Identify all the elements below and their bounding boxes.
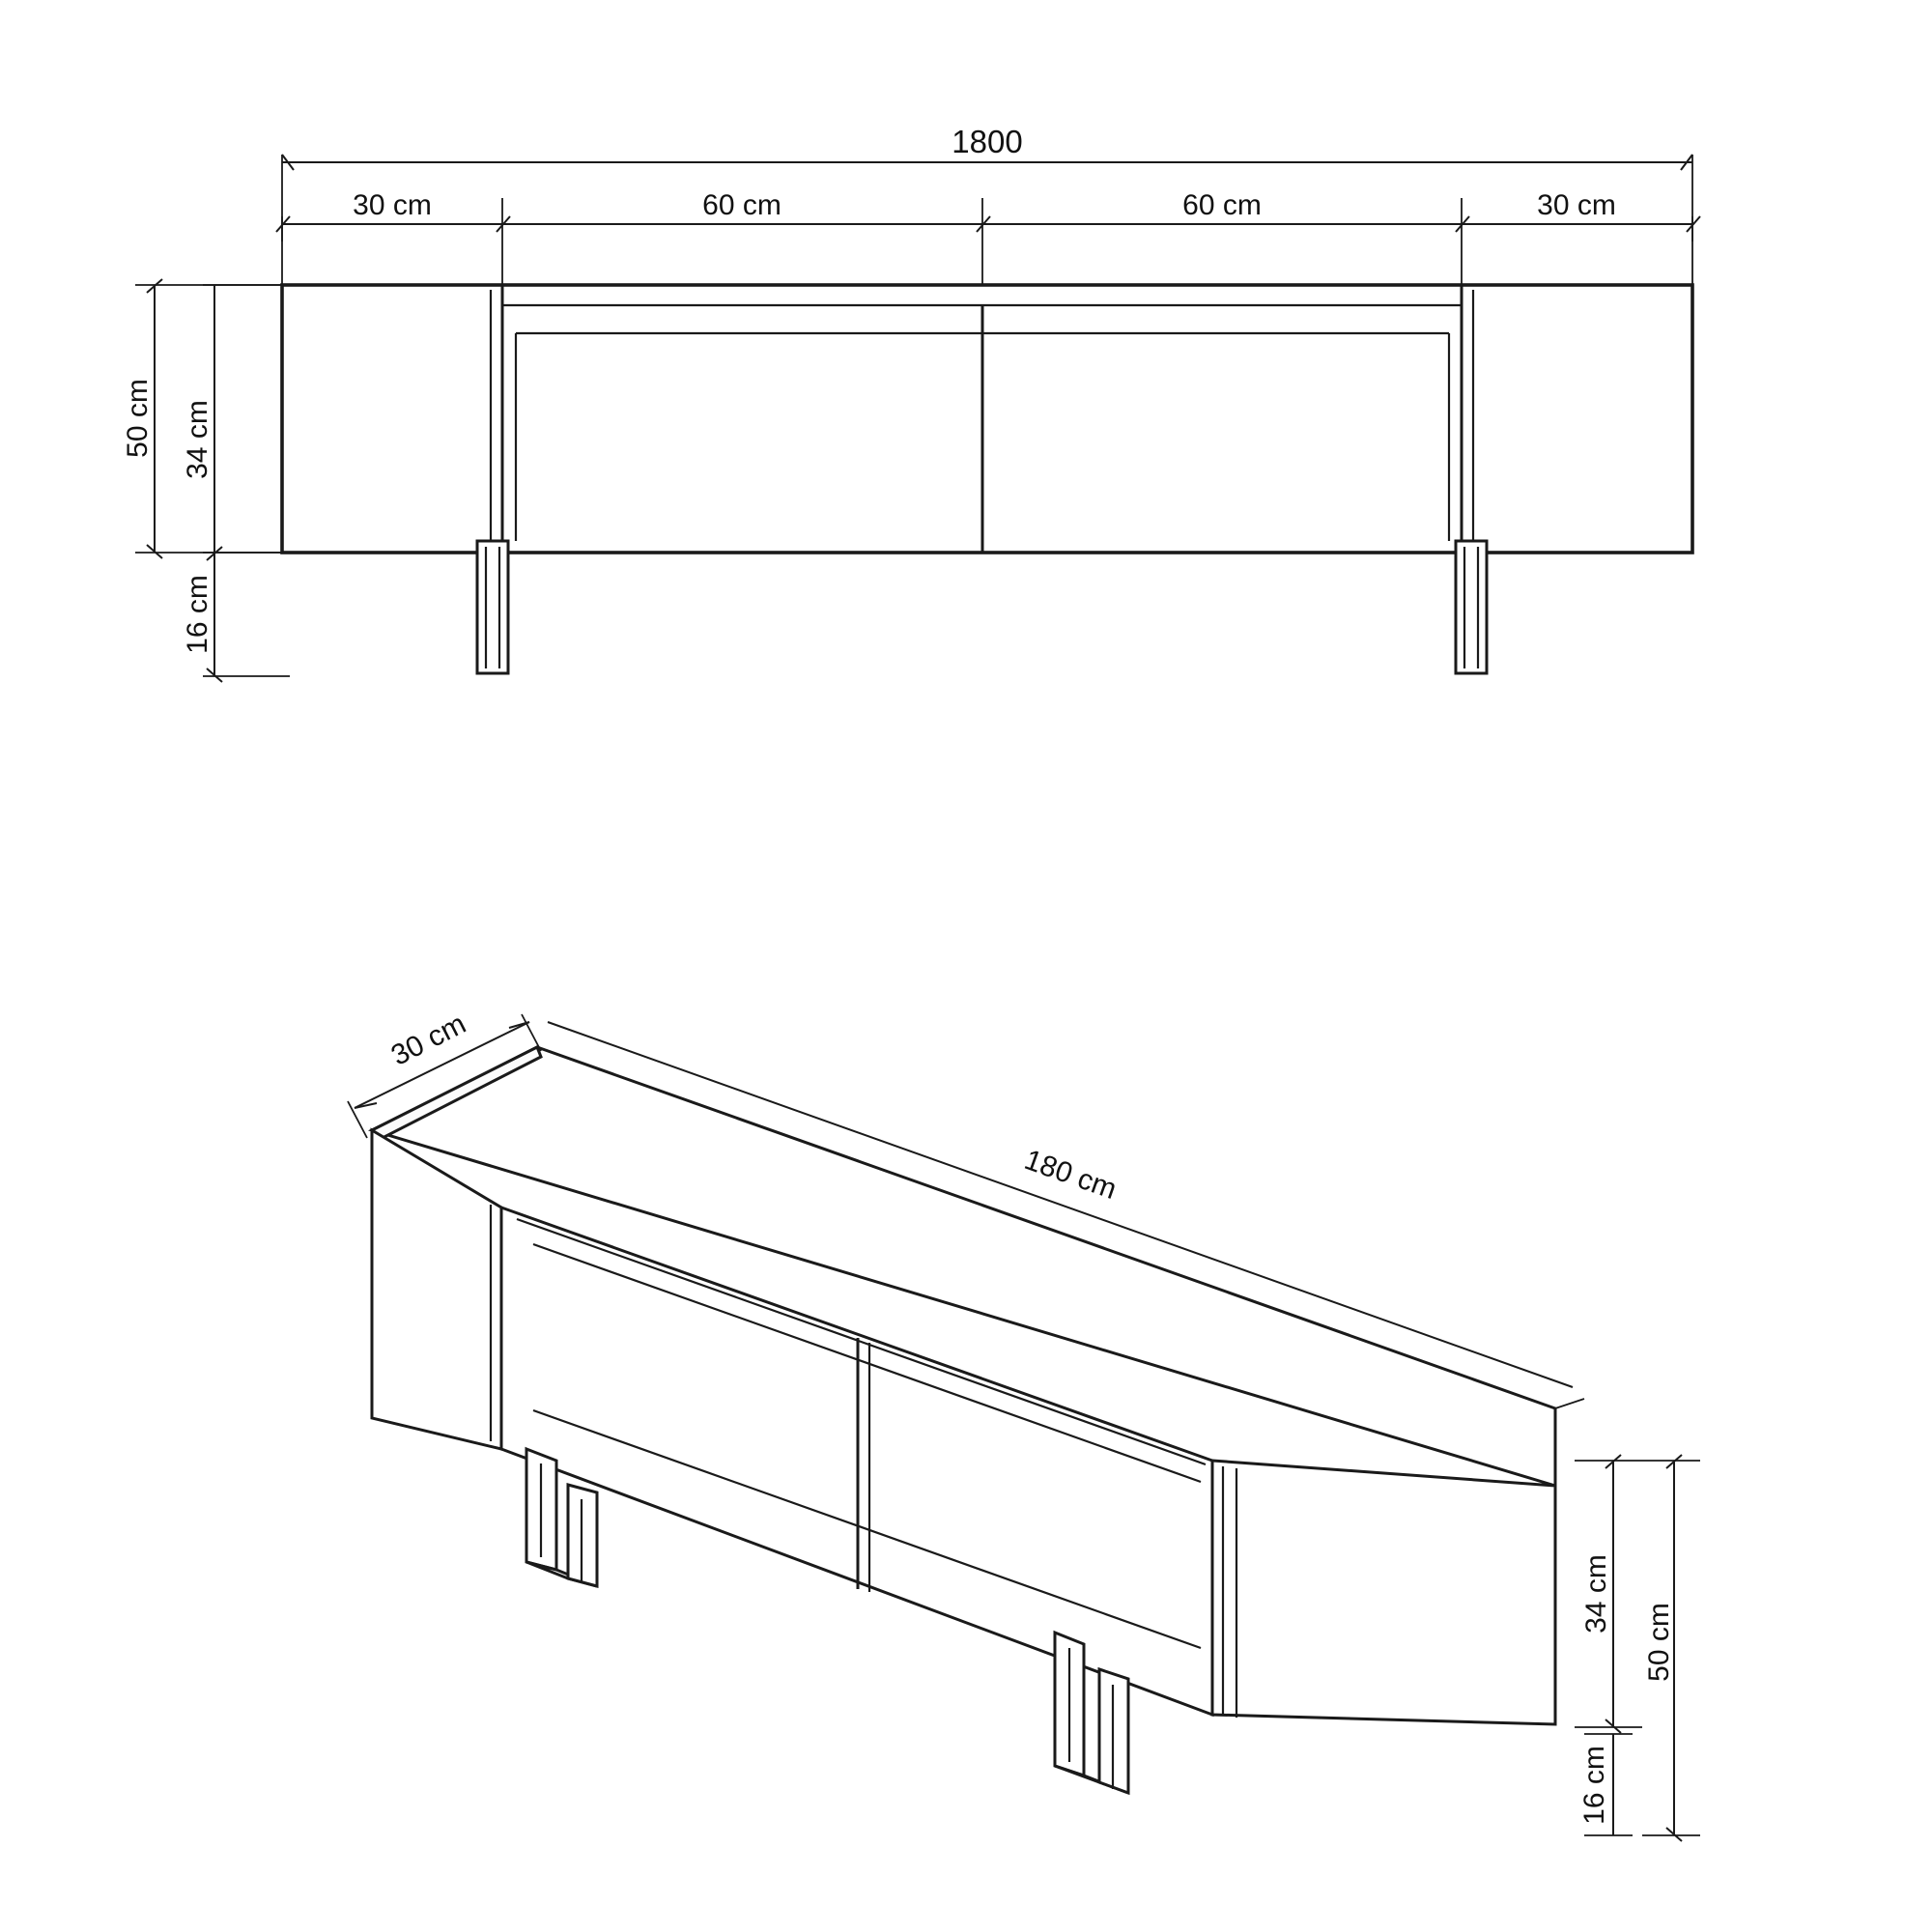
front-height-body-label: 34 cm (182, 400, 213, 479)
front-elevation-view (135, 155, 1700, 682)
front-segment-label-4: 30 cm (1537, 189, 1616, 221)
iso-left-end-panel (372, 1130, 501, 1449)
front-segment-dimensions (276, 198, 1700, 290)
iso-right-end-panel (1212, 1461, 1555, 1724)
iso-depth-label: 30 cm (385, 1008, 471, 1072)
front-segment-label-3: 60 cm (1182, 189, 1262, 221)
front-height-legs-label: 16 cm (182, 575, 213, 654)
front-overall-width-label: 1800 (952, 124, 1023, 159)
iso-perspective-view (348, 1014, 1700, 1841)
front-height-total-label: 50 cm (122, 379, 154, 458)
iso-height-body-label: 34 cm (1580, 1554, 1612, 1634)
iso-height-legs-label: 16 cm (1578, 1746, 1610, 1825)
iso-length-label: 180 cm (1020, 1144, 1122, 1207)
front-cabinet-body (282, 285, 1692, 553)
front-legs (477, 541, 1487, 673)
front-segment-label-2: 60 cm (702, 189, 781, 221)
front-overall-width-dimension (282, 155, 1692, 242)
front-segment-label-1: 30 cm (353, 189, 432, 221)
iso-height-total-label: 50 cm (1643, 1603, 1675, 1682)
